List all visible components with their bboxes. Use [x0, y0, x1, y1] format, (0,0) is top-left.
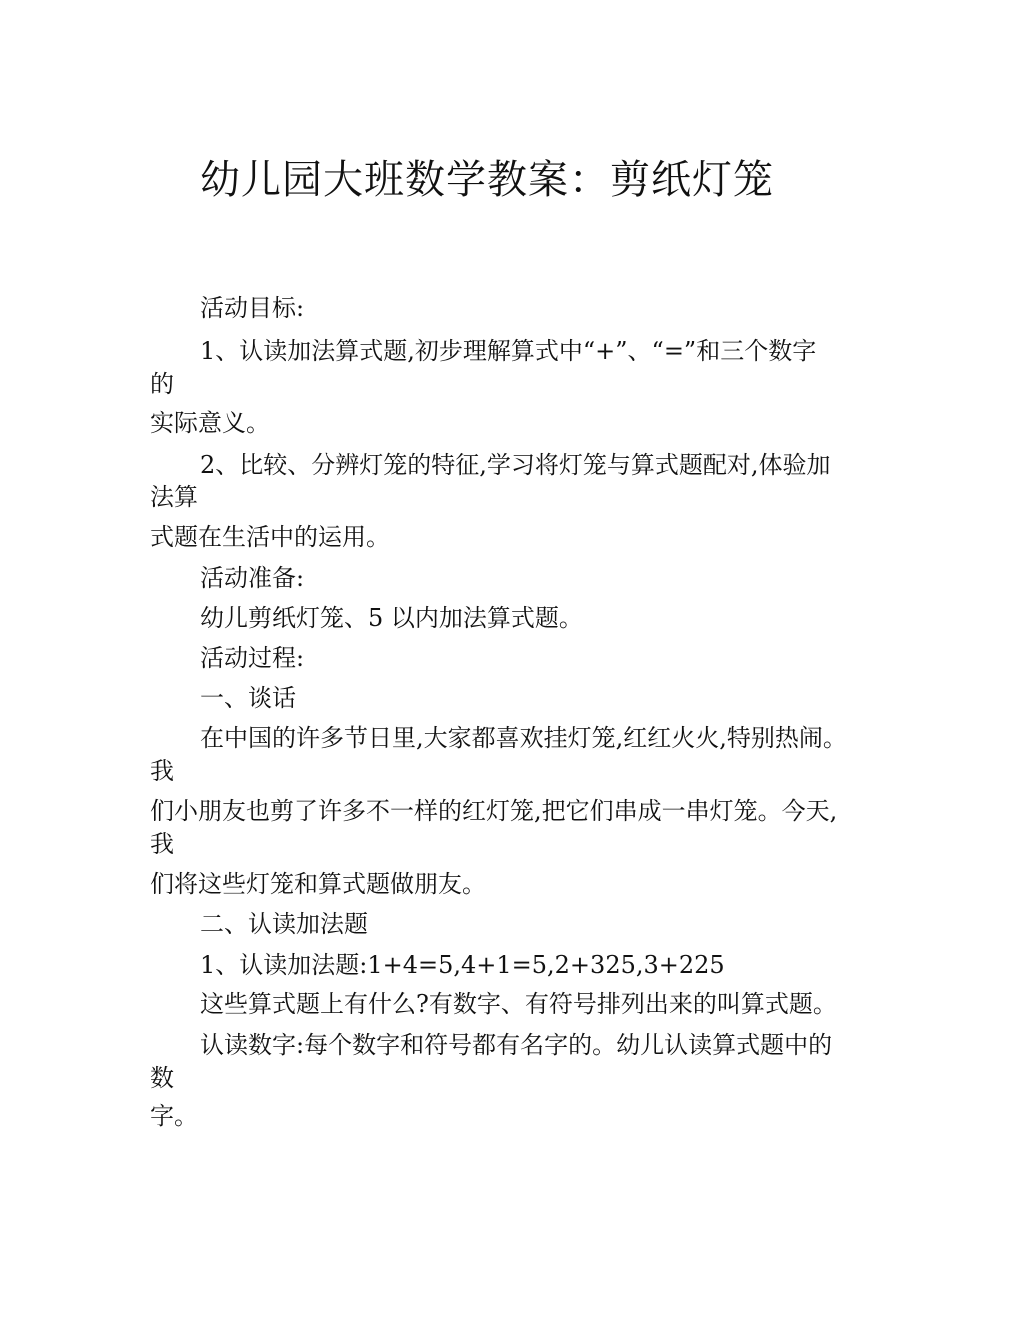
- document-title: 幼儿园大班数学教案：剪纸灯笼: [200, 157, 774, 203]
- heading-activity-process: 活动过程:: [200, 644, 305, 672]
- talk-line-2: 我: [150, 757, 174, 785]
- talk-line-4: 我: [150, 830, 174, 858]
- numbers-read-line-1: 认读数字:每个数字和符号都有名字的。幼儿认读算式题中的: [200, 1031, 833, 1059]
- addition-read-line: 1、认读加法题:1+4=5,4+1=5,2+325,3+225: [200, 951, 725, 979]
- addition-question-line: 这些算式题上有什么?有数字、有符号排列出来的叫算式题。: [200, 990, 837, 1018]
- goal-2-line-3: 式题在生活中的运用。: [150, 523, 390, 551]
- numbers-read-line-3: 字。: [150, 1102, 198, 1130]
- heading-activity-preparation: 活动准备:: [200, 564, 305, 592]
- heading-activity-goals: 活动目标:: [200, 294, 305, 322]
- goal-1-line-1: 1、认读加法算式题,初步理解算式中“+”、“=”和三个数字: [200, 337, 817, 365]
- section-1-heading: 一、谈话: [200, 684, 296, 712]
- numbers-read-line-2: 数: [150, 1064, 174, 1092]
- goal-2-line-1: 2、比较、分辨灯笼的特征,学习将灯笼与算式题配对,体验加: [200, 451, 831, 479]
- talk-line-5: 们将这些灯笼和算式题做朋友。: [150, 870, 486, 898]
- talk-line-1: 在中国的许多节日里,大家都喜欢挂灯笼,红红火火,特别热闹。: [200, 724, 847, 752]
- goal-1-line-2: 的: [150, 370, 174, 398]
- goal-2-line-2: 法算: [150, 483, 198, 511]
- goal-1-line-3: 实际意义。: [150, 409, 270, 437]
- section-2-heading: 二、认读加法题: [200, 910, 368, 938]
- preparation-text: 幼儿剪纸灯笼、5 以内加法算式题。: [200, 604, 583, 632]
- talk-line-3: 们小朋友也剪了许多不一样的红灯笼,把它们串成一串灯笼。今天,: [150, 797, 838, 825]
